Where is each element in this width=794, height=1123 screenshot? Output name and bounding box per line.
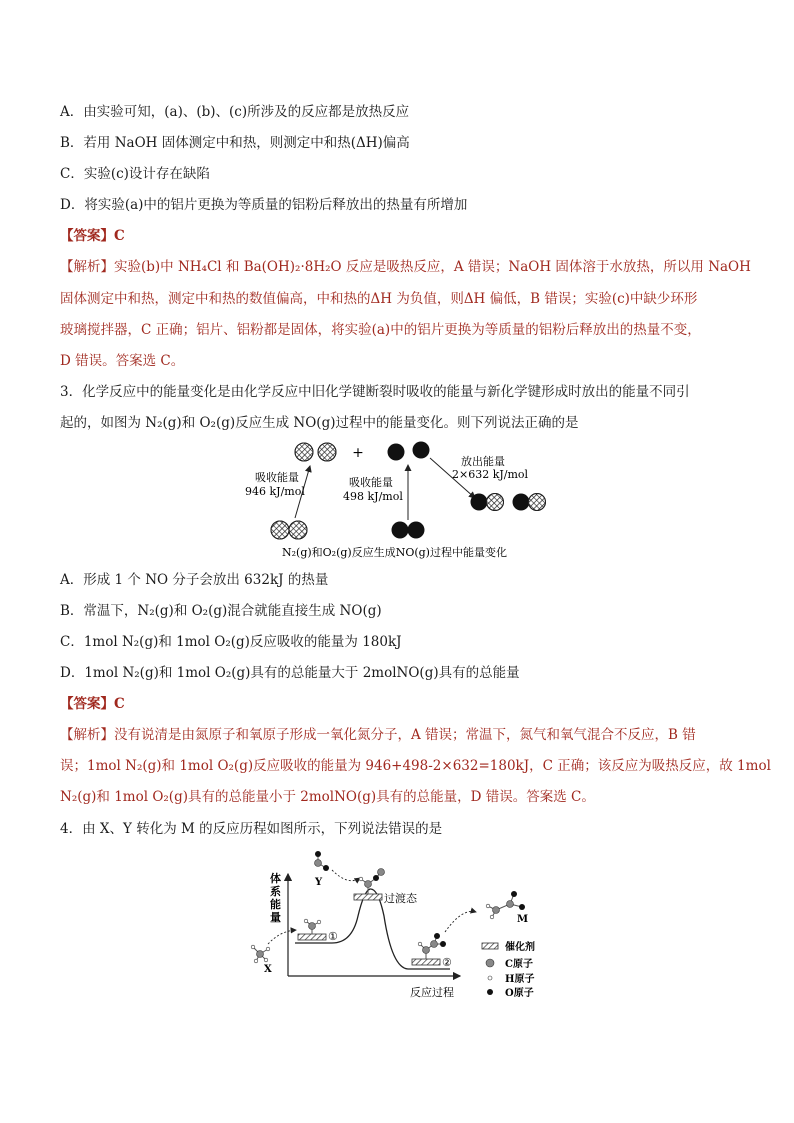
y-axis-label-1: 体 [270,872,281,885]
n2-molecule [271,521,307,539]
q3-figure-caption: N₂(g)和O₂(g)反应生成NO(g)过程中能量变化 [282,546,507,559]
q3-analysis-line-3: N₂(g)和 1mol O₂(g)具有的总能量小于 2molNO(g)具有的总能量，D 错误。答案选 C。 [60,789,595,805]
q2-analysis-line-3: 玻璃搅拌器，C 正确；铝片、铝粉都是固体，将实验(a)中的铝片更换为等质量的铝粉后释放出的热量不变， [60,322,701,338]
arrow-y [332,870,360,881]
q3-stem-line-1: 3．化学反应中的能量变化是由化学反应中旧化学键断裂时吸收的能量与新化学键形成时放出的能量不同引 [60,384,690,400]
legend-h-label: H原子 [505,974,535,985]
legend-catalyst-swatch [482,943,498,949]
o-atom-pair-separated [388,442,430,461]
o2-energy-label-1: 吸收能量 [349,476,393,489]
q2-option-c: C．实验(c)设计存在缺陷 [60,166,210,182]
q2-analysis-line-4: D 错误。答案选 C。 [60,353,185,369]
n2-energy-label-2: 946 kJ/mol [245,485,305,498]
n2-energy-label-1: 吸收能量 [255,471,299,484]
molecule-x [251,945,270,963]
o2-energy-label-2: 498 kJ/mol [343,490,403,503]
catalyst-ts [354,894,382,900]
ts-label: 过渡态 [384,892,417,905]
no-molecule-1 [471,494,504,511]
no-molecule-2 [513,494,546,511]
legend-c-swatch [486,959,494,967]
label-y: Y [315,877,323,888]
step1-marker: ① [328,930,338,943]
q3-option-a: A．形成 1 个 NO 分子会放出 632kJ 的热量 [60,572,329,588]
legend-h-swatch [488,976,492,980]
q2-analysis-line-2: 固体测定中和热，测定中和热的数值偏高，中和热的ΔH 为负值，则ΔH 偏低，B 错误；实验(c)中缺少环形 [60,291,698,307]
release-energy-label-1: 放出能量 [461,455,505,468]
q4-reaction-figure [240,846,550,1004]
x-axis-label: 反应过程 [410,986,454,999]
q3-energy-figure [225,438,565,566]
q3-stem-line-2: 起的，如图为 N₂(g)和 O₂(g)反应生成 NO(g)过程中的能量变化。则下列说法正确的是 [60,415,579,431]
release-energy-label-2: 2×632 kJ/mol [452,468,529,481]
catalyst-step1 [298,934,326,940]
q2-analysis-line-1: 【解析】实验(b)中 NH₄Cl 和 Ba(OH)₂·8H₂O 反应是吸热反应，A 错误；NaOH 固体溶于水放热，所以用 NaOH [60,259,751,275]
plus-sign: + [352,445,364,461]
adsorbed-molecule-1 [304,919,321,934]
o2-molecule [392,522,425,539]
y-axis-label-4: 量 [270,911,281,924]
q2-option-d: D．将实验(a)中的铝片更换为等质量的铝粉后释放出的热量有所增加 [60,197,468,213]
q3-option-d: D．1mol N₂(g)和 1mol O₂(g)具有的总能量大于 2molNO(g)具有的总能量 [60,665,520,681]
q2-option-a: A．由实验可知，(a)、(b)、(c)所涉及的反应都是放热反应 [60,104,410,120]
q2-option-b: B．若用 NaOH 固体测定中和热，则测定中和热(ΔH)偏高 [60,135,410,151]
n-atom-pair-separated [295,443,336,461]
arrow-x [268,930,296,944]
legend-catalyst-label: 催化剂 [505,942,535,953]
legend-o-label: O原子 [505,988,534,999]
q3-analysis-line-1: 【解析】没有说清是由氮原子和氧原子形成一氧化氮分子，A 错误；常温下，氮气和氧气混合不反应，B 错 [60,727,696,743]
q3-option-c: C．1mol N₂(g)和 1mol O₂(g)反应吸收的能量为 180kJ [60,634,402,650]
q2-answer: 【答案】C [60,228,125,244]
molecule-y [315,851,330,871]
step2-marker: ② [442,956,452,969]
q3-analysis-line-2: 误；1mol N₂(g)和 1mol O₂(g)反应吸收的能量为 946+498-2×632=180kJ，C 正确；该反应为吸热反应，故 1mol [60,758,771,774]
transition-state-molecule [359,869,384,895]
arrow-m [445,911,476,932]
legend-c-label: C原子 [505,959,533,970]
energy-curve [295,889,450,969]
label-x: X [264,964,272,975]
y-axis-label-3: 能 [270,898,281,911]
legend-o-swatch [487,989,493,995]
q3-option-b: B．常温下，N₂(g)和 O₂(g)混合就能直接生成 NO(g) [60,603,382,619]
q4-stem: 4．由 X、Y 转化为 M 的反应历程如图所示，下列说法错误的是 [60,821,443,837]
legend [482,940,535,999]
label-m: M [517,914,529,925]
catalyst-step2 [412,959,440,965]
q3-answer: 【答案】C [60,696,125,712]
y-axis-label-2: 系 [270,885,281,898]
